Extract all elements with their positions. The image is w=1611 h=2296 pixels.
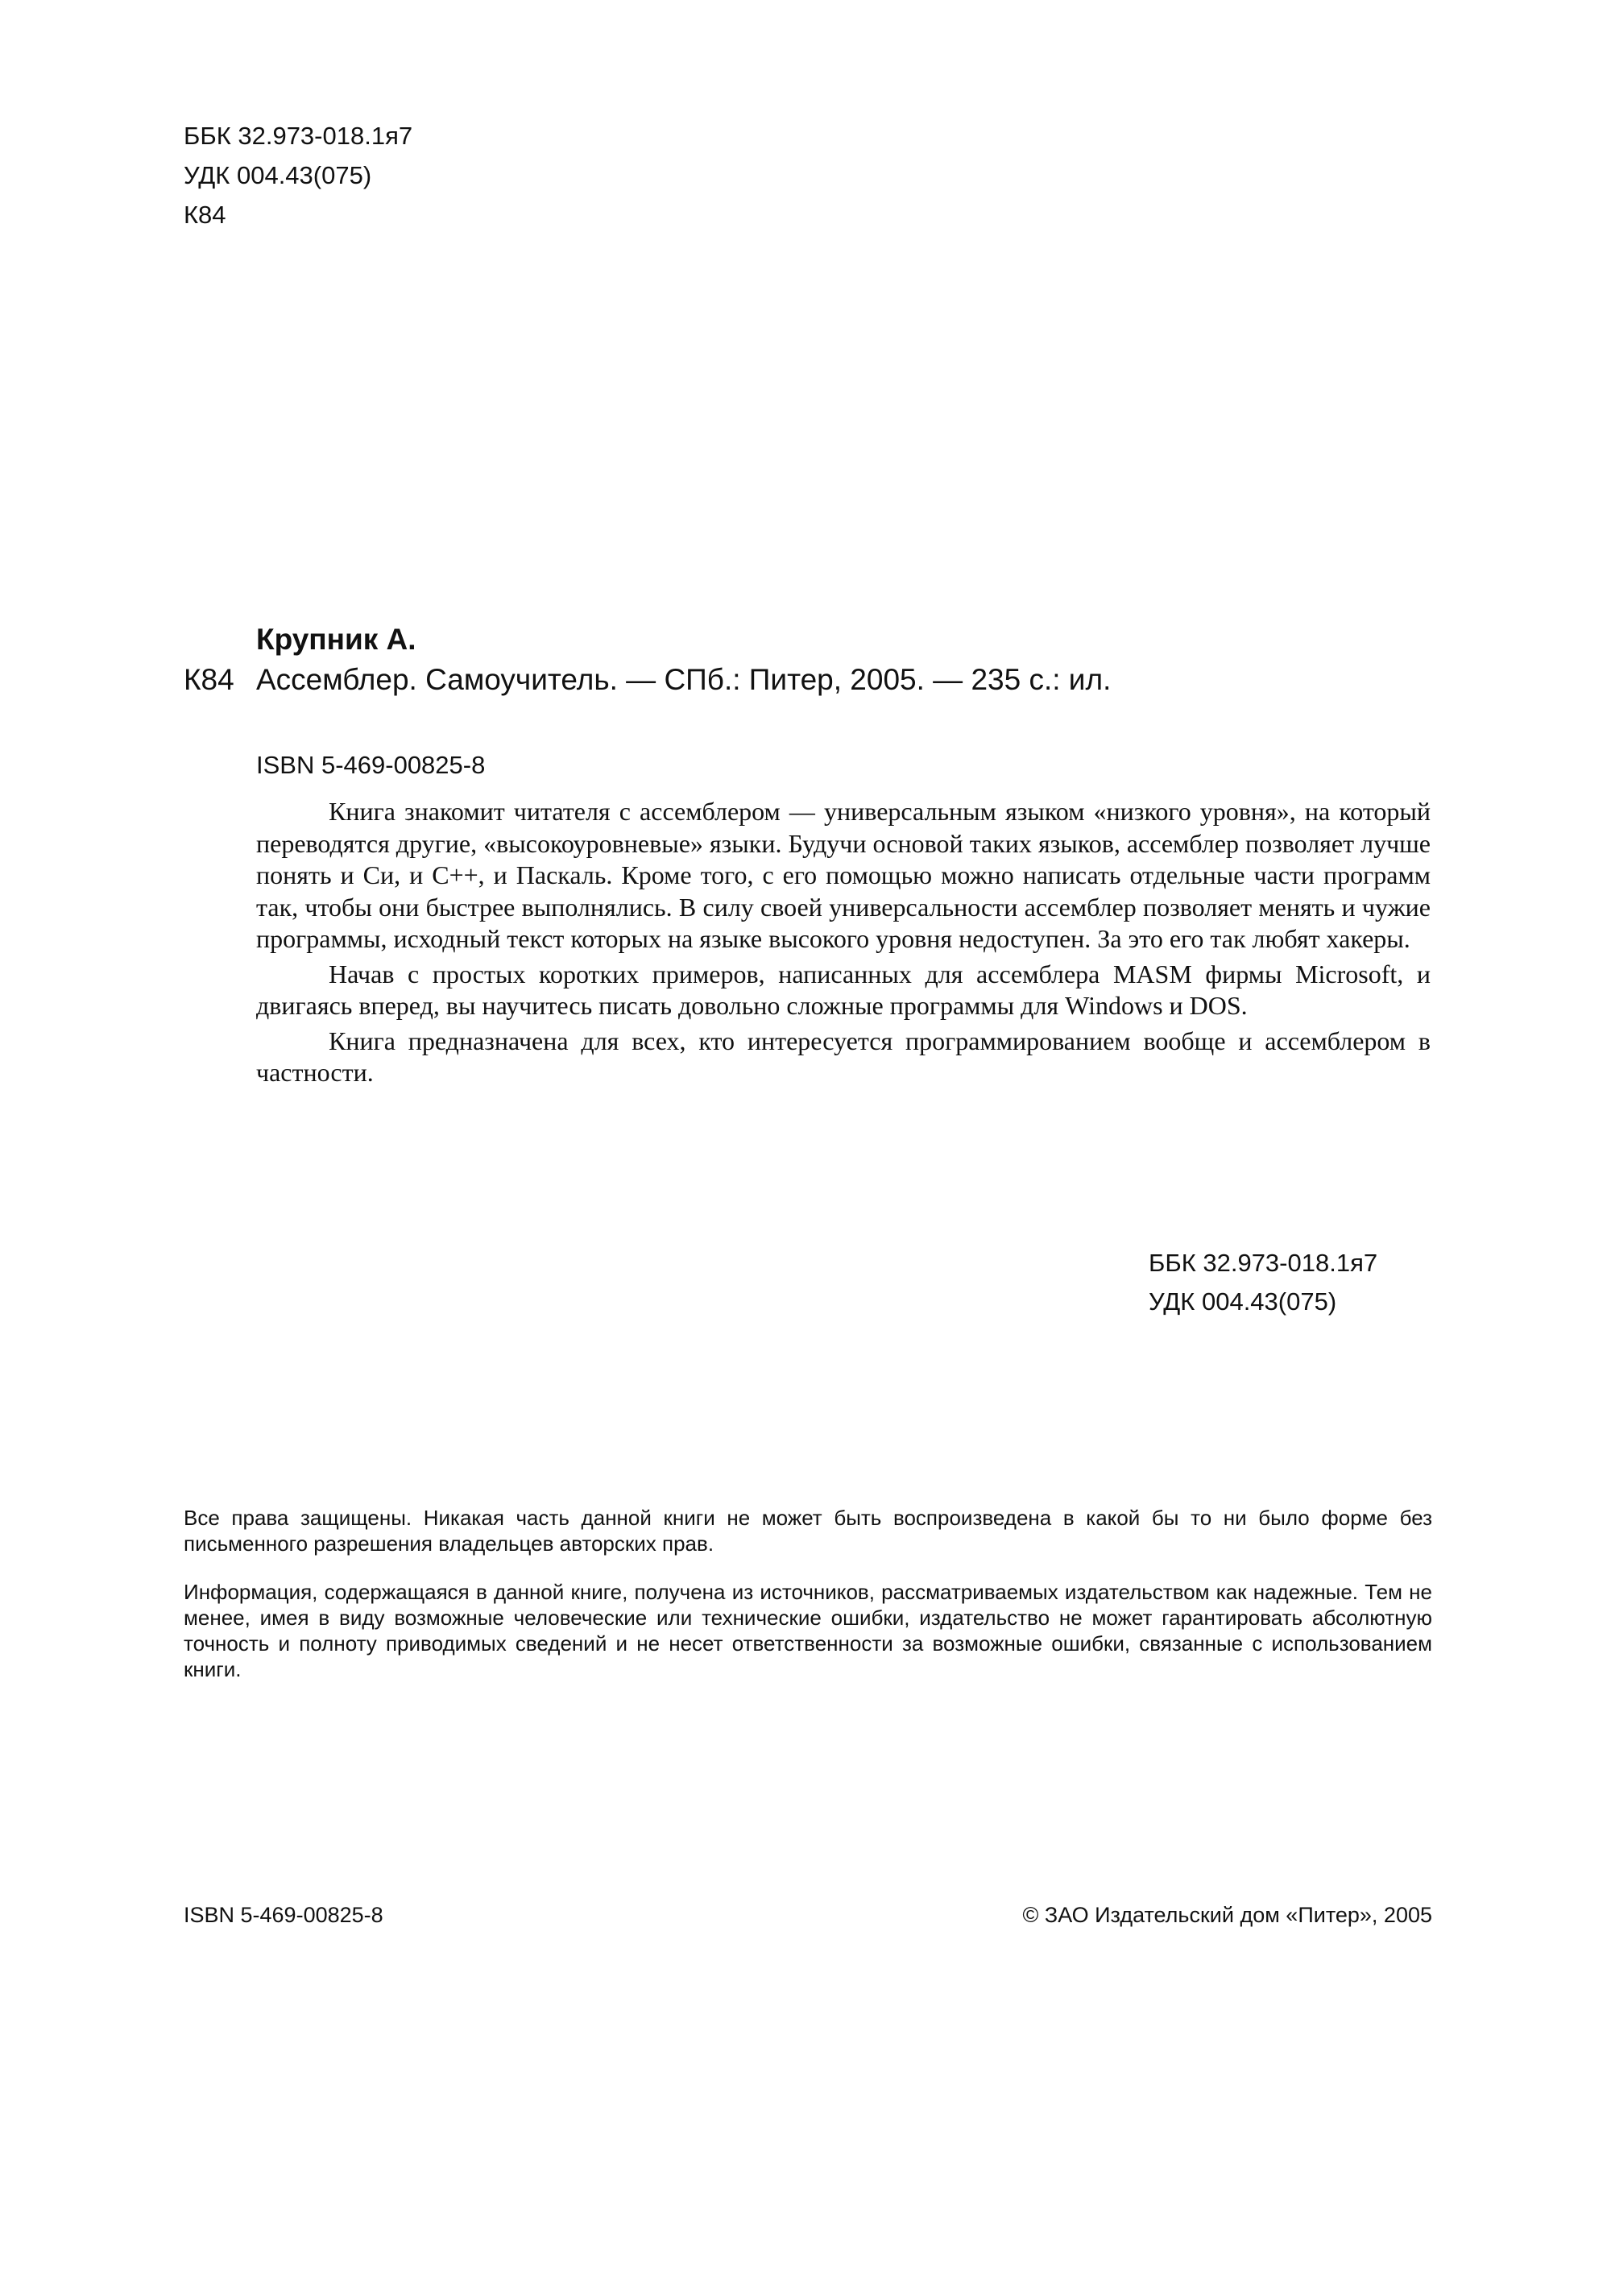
bibliographic-description [184, 661, 1111, 699]
classification-codes [1149, 1244, 1377, 1321]
annotation-paragraph: Книга знакомит читателя с ассемблером — универсальным языком «низкого уровня», на который переводятся другие, «высокоуровневые» языки. Будучи основой таких языков, ассемблер позволяет лучше понять и Си, и С++, и Паскаль. Кроме того, с его помощью можно написать отдельные части программ так, чтобы они быстрее выполнялись. В силу своей универсальности ассемблер позволяет менять и чужие программы, исходный текст которых на языке высокого уровня недоступен. За это его так любят хакеры. [256, 797, 1431, 953]
footer-copyright: © ЗАО Издательский дом «Питер», 2005 [1022, 1903, 1432, 1927]
bib-description-text: Ассемблер. Самоучитель. — СПб.: Питер, 2005. — 235 с.: ил. [256, 663, 1112, 696]
header-author-mark: К84 [184, 201, 226, 229]
isbn: ISBN 5-469-00825-8 [256, 751, 486, 779]
annotation [256, 796, 1431, 1092]
footer-isbn: ISBN 5-469-00825-8 [184, 1903, 383, 1927]
annotation-paragraph: Начав с простых коротких примеров, написанных для ассемблера MASM фирмы Microsoft, и двигаясь вперед, вы научитесь писать довольно сложные программы для Windows и DOS. [256, 959, 1431, 1020]
disclaimer-notice: Информация, содержащаяся в данной книге, получена из источников, рассматриваемых издательством как надежные. Тем не менее, имея в виду возможные человеческие или технические ошибки, издательство не может гарантировать абсолютную точность и полноту приводимых сведений и не несет ответственности за возможные ошибки, связанные с использованием книги. [184, 1580, 1432, 1681]
author-name: Крупник А. [256, 623, 416, 656]
classification-bbk: ББК 32.973-018.1я7 [1149, 1249, 1378, 1277]
annotation-paragraph: Книга предназначена для всех, кто интересуется программированием вообще и ассемблером в частности. [256, 1026, 1431, 1087]
rights-notice: Все права защищены. Никакая часть данной книги не может быть воспроизведена в какой бы то ни было форме без письменного разрешения владельцев авторских прав. [184, 1506, 1432, 1556]
header-classification [184, 116, 412, 234]
header-udk: УДК 004.43(075) [184, 161, 372, 189]
bib-author-mark: К84 [184, 663, 234, 696]
classification-udk: УДК 004.43(075) [1149, 1287, 1337, 1316]
header-bbk: ББК 32.973-018.1я7 [184, 122, 413, 150]
